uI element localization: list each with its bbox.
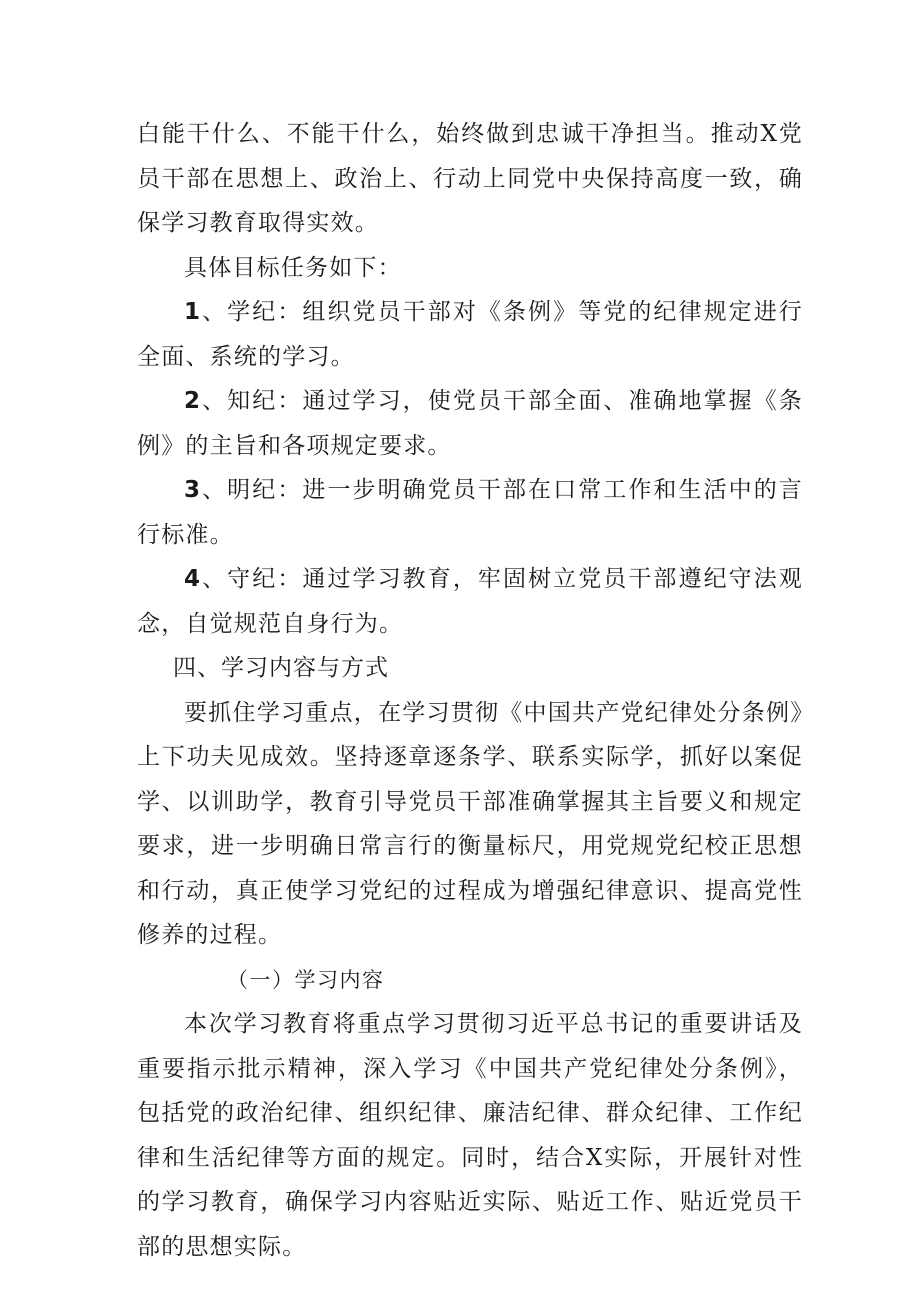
list-number: 1	[184, 299, 202, 325]
list-number: 3	[184, 477, 202, 503]
subsection-paragraph: 本次学习教育将重点学习贯彻习近平总书记的重要讲话及重要指示批示精神，深入学习《中国共产党纪律处分条例》，包括党的政治纪律、组织纪律、廉洁纪律、群众纪律、工作纪律和生活纪律等方面的规定。同时，结合X实际，开展针对性的学习教育，确保学习内容贴近实际、贴近工作、贴近党员干部的思想实际。	[137, 1011, 803, 1260]
paragraph-target-4	[137, 557, 803, 646]
document-page	[137, 112, 803, 1269]
paragraph-targets-intro: 具体目标任务如下：	[184, 254, 402, 281]
paragraph-target-2	[137, 379, 803, 468]
subsection-heading: （一）学习内容	[227, 967, 385, 992]
list-item-text: 、学纪：组织党员干部对《条例》等党的纪律规定进行全面、系统的学习。	[137, 299, 803, 370]
paragraph-target-1	[137, 290, 803, 379]
list-item-text: 、守纪：通过学习教育，牢固树立党员干部遵纪守法观念，自觉规范自身行为。	[137, 566, 803, 637]
list-item-text: 、知纪：通过学习，使党员干部全面、准确地掌握《条例》的主旨和各项规定要求。	[137, 388, 803, 459]
paragraph-target-3	[137, 468, 803, 557]
list-item-text: 、明纪：进一步明确党员干部在口常工作和生活中的言行标准。	[137, 477, 803, 548]
list-number: 4	[184, 566, 202, 592]
paragraph-continuation: 白能干什么、不能干什么，始终做到忠诚干净担当。推动X党员干部在思想上、政治上、行动上同党中央保持高度一致，确保学习教育取得实效。	[137, 121, 803, 236]
section-paragraph: 要抓住学习重点，在学习贯彻《中国共产党纪律处分条例》上下功夫见成效。坚持逐章逐条学、联系实际学，抓好以案促学、以训助学，教育引导党员干部准确掌握其主旨要义和规定要求，进一步明确日常言行的衡量标尺，用党规党纪校正思想和行动，真正使学习党纪的过程成为增强纪律意识、提高党性修养的过程。	[137, 699, 803, 948]
list-number: 2	[184, 388, 202, 414]
section-heading: 四、学习内容与方式	[173, 655, 389, 681]
